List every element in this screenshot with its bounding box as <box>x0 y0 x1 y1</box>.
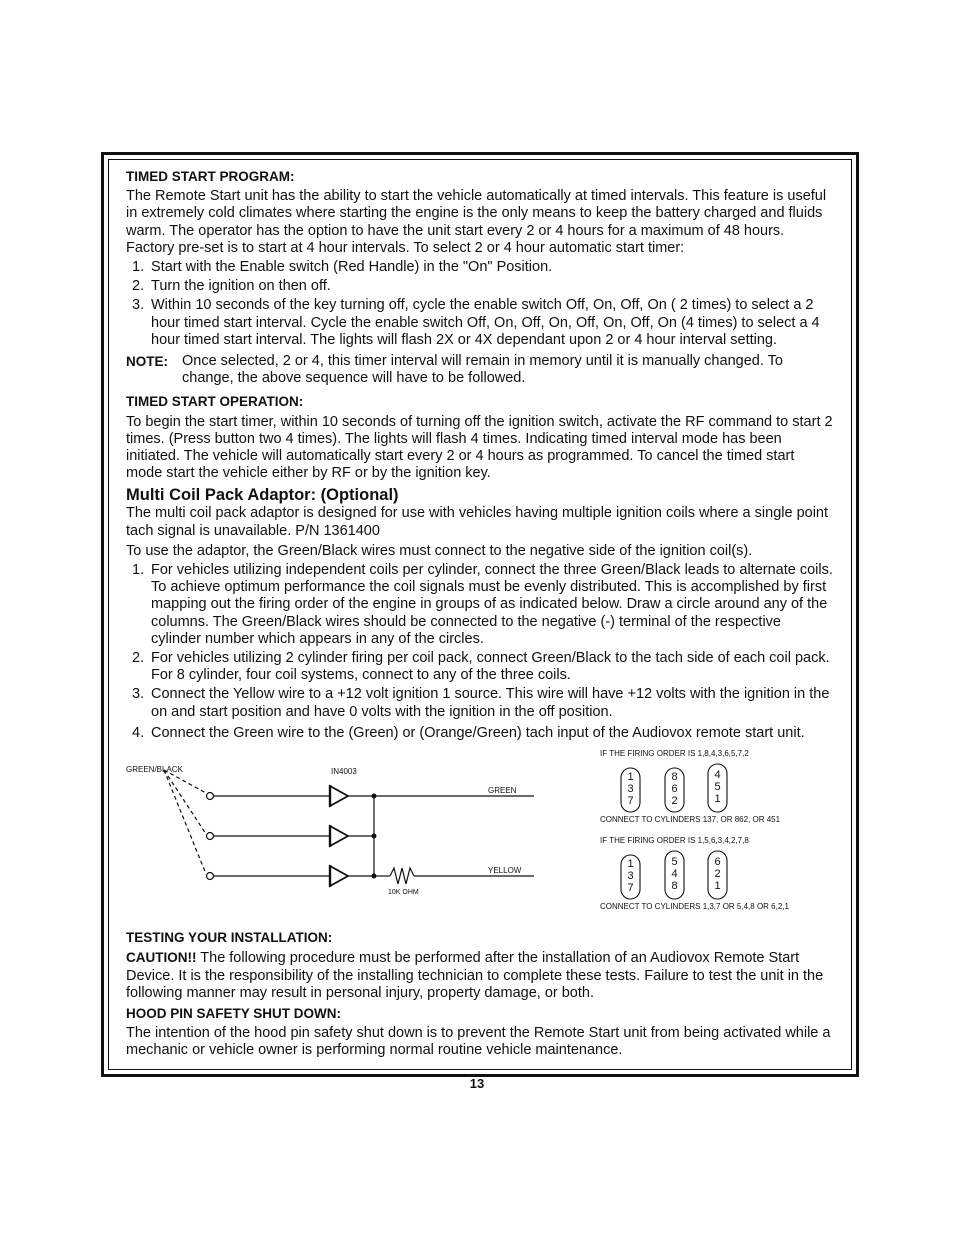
hood-pin-text: The intention of the hood pin safety shut down is to prevent the Remote Start unit from being activated while a mechanic or vehicle owner is performing normal routine vehicle maintenance. <box>126 1025 831 1059</box>
timed-start-program-heading: TIMED START PROGRAM: <box>126 169 295 184</box>
dashed-lead-3 <box>164 770 206 874</box>
diode-1 <box>330 786 348 806</box>
multi-coil-intro2: To use the adaptor, the Green/Black wires must connect to the negative side of the ignition coil(s). <box>126 542 753 559</box>
svg-text:6: 6 <box>714 856 721 869</box>
list-item: 3. Within 10 seconds of the key turning off, cycle the enable switch Off, On, Off, On ( 2 times) to select a 2 hour timed start interval. Cycle the enable switch Off, On, Off, On, Off, On, Off, On (4 times) to select a 4 hour timed start interval. The lights will flash 2X or 4X dependant upon 2 or 4 hour interval setting. <box>132 297 820 348</box>
wiring-diagram-svg <box>126 748 834 923</box>
list-item: 1. For vehicles utilizing independent coils per cylinder, connect the three Green/Black leads to alternate coils. To achieve optimum performance the coil signals must be evenly distributed. This is accomplished by first mapping out the firing order of the engine in groups of as indicated below. Draw a circle around any of the columns. The Green/Black wires should be connected to the negative (-) terminal of the respective cylinder number which appears in any of the circles. <box>132 562 833 647</box>
hood-pin-heading: HOOD PIN SAFETY SHUT DOWN: <box>126 1005 342 1021</box>
list-item: 1. Start with the Enable switch (Red Handle) in the "On" Position. <box>132 259 553 276</box>
svg-text:3: 3 <box>627 783 634 796</box>
resistor <box>390 868 414 884</box>
multi-coil-intro: The multi coil pack adaptor is designed for use with vehicles having multiple ignition coils where a single point tach signal is unavailable. P/N 1361400 <box>126 505 829 539</box>
svg-text:2: 2 <box>671 795 678 808</box>
svg-text:4: 4 <box>714 769 721 782</box>
svg-text:8: 8 <box>671 880 678 893</box>
diode-2 <box>330 826 348 846</box>
firing-order-2-caption: CONNECT TO CYLINDERS 1,3,7 OR 5,4,8 OR 6,2,1 <box>600 902 789 912</box>
caution-label: CAUTION!! <box>126 950 197 966</box>
svg-text:5: 5 <box>714 781 721 794</box>
page-number: 13 <box>469 1076 485 1091</box>
svg-text:1: 1 <box>714 880 721 893</box>
terminal-2 <box>207 833 214 840</box>
note-label: NOTE: <box>126 354 168 370</box>
svg-text:5: 5 <box>671 856 678 869</box>
svg-text:2: 2 <box>714 868 721 881</box>
yellow-label: YELLOW <box>488 866 522 876</box>
svg-text:7: 7 <box>627 795 634 808</box>
caution-text: The following procedure must be performed after the installation of an Audiovox Remote Start Device. It is the responsibility of the installing technician to complete these tests. Failure to test the unit in the following manner may result in personal injury, property damage, or both. <box>126 950 824 1001</box>
timed-start-program-intro: The Remote Start unit has the ability to start the vehicle automatically at timed intervals. This feature is useful in extremely cold climates where starting the engine is the only means to keep the battery charged and fluids warm. The operator has the option to have the unit start every 2 or 4 hours for a maximum of 48 hours. Factory pre-set is to start at 4 hour intervals. To select 2 or 4 hour automatic start timer: <box>126 188 827 256</box>
list-item: 2. For vehicles utilizing 2 cylinder firing per coil pack, connect Green/Black to the tach side of each coil pack. For 8 cylinder, four coil systems, connect to any of the three coils. <box>132 650 830 684</box>
timed-start-program-steps <box>126 259 834 349</box>
note-text: Once selected, 2 or 4, this timer interval will remain in memory until it is manually changed. To change, the above sequence will have to be followed. <box>182 353 783 387</box>
diode-3 <box>330 866 348 886</box>
list-item: 3. Connect the Yellow wire to a +12 volt ignition 1 source. This wire will have +12 volts with the ignition in the on and start position and have 0 volts with the ignition in the off position. <box>132 686 830 720</box>
firing-order-1-caption: CONNECT TO CYLINDERS 137, OR 862, OR 451 <box>600 815 781 825</box>
page-content <box>126 168 834 1060</box>
resistor-label: 10K OHM <box>388 889 419 897</box>
green-black-label: GREEN/BLACK <box>126 765 183 775</box>
svg-text:1: 1 <box>627 771 634 784</box>
green-label: GREEN <box>488 786 517 796</box>
multi-coil-heading: Multi Coil Pack Adaptor: (Optional) <box>126 486 399 505</box>
testing-heading: TESTING YOUR INSTALLATION: <box>126 930 333 946</box>
wiring-diagram <box>126 748 834 923</box>
timer-note <box>126 353 834 387</box>
svg-text:4: 4 <box>671 868 678 881</box>
dashed-lead-2 <box>164 770 206 834</box>
diode-label: IN4003 <box>331 767 357 777</box>
svg-text:1: 1 <box>714 793 721 806</box>
svg-text:3: 3 <box>627 870 634 883</box>
firing-order-2-title: IF THE FIRING ORDER IS 1,5,6,3,4,2,7,8 <box>600 836 749 846</box>
list-item: 4. Connect the Green wire to the (Green) or (Orange/Green) tach input of the Audiovox remote start unit. <box>132 724 805 741</box>
svg-text:6: 6 <box>671 783 678 796</box>
timed-start-operation-text: To begin the start timer, within 10 seconds of turning off the ignition switch, activate the RF command to start 2 times. (Press button two 4 times). The lights will flash 4 times. Indicating timed interval mode has been initiated. The vehicle will automatically start every 2 or 4 hours as programmed. To cancel the timed start mode start the vehicle either by RF or by the ignition key. <box>126 413 833 482</box>
svg-text:7: 7 <box>627 882 634 895</box>
multi-coil-steps <box>126 562 834 742</box>
caution-paragraph <box>126 949 834 1002</box>
terminal-3 <box>207 873 214 880</box>
svg-text:1: 1 <box>627 858 634 871</box>
list-item: 2. Turn the ignition on then off. <box>132 278 331 295</box>
timed-start-operation-heading: TIMED START OPERATION: <box>126 394 304 410</box>
terminal-1 <box>207 793 214 800</box>
firing-order-1-title: IF THE FIRING ORDER IS 1,8,4,3,6,5,7,2 <box>600 749 749 759</box>
svg-text:8: 8 <box>671 771 678 784</box>
